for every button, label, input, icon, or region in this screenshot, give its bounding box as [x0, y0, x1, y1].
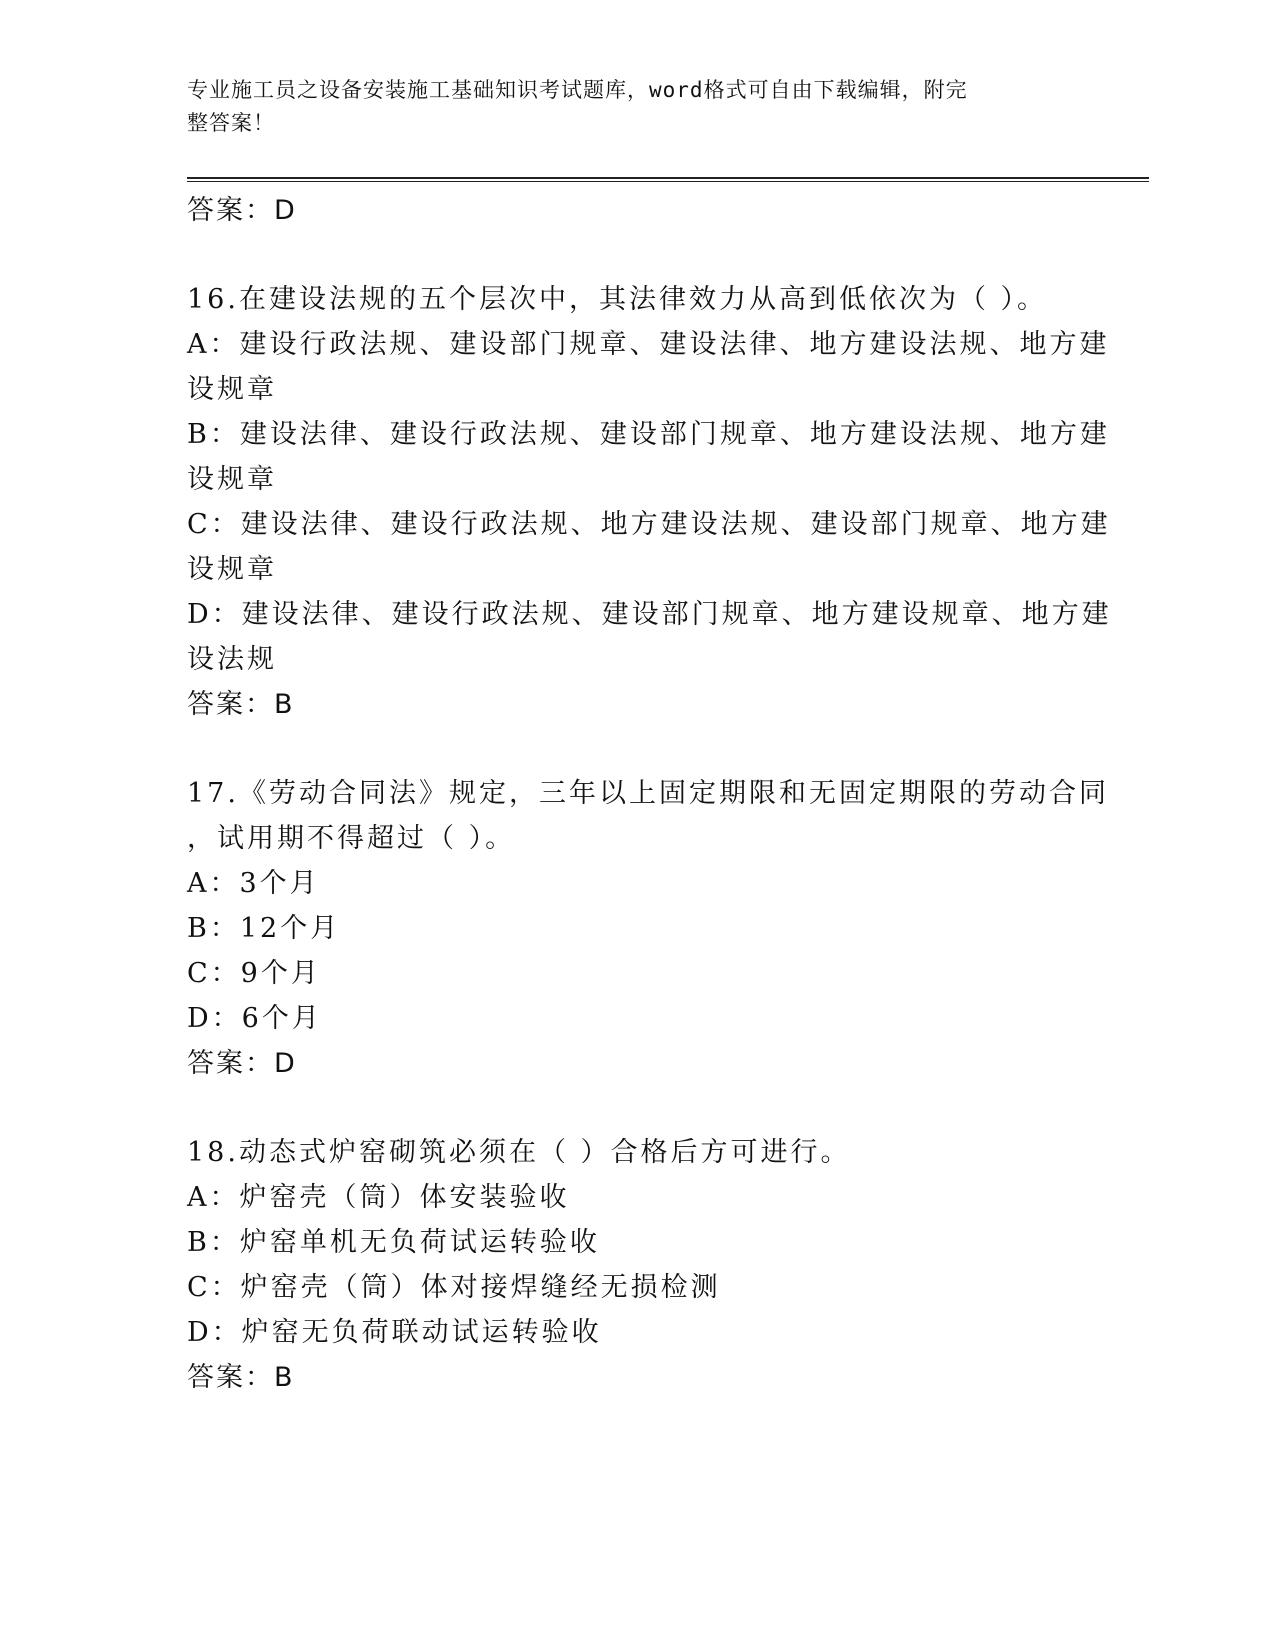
question-17-answer: 答案：D	[187, 1048, 297, 1079]
question-18-option-a: A：炉窑壳（筒）体安装验收	[187, 1182, 570, 1213]
spacer	[187, 1086, 1087, 1130]
document-header	[187, 74, 1067, 140]
question-18-option-c: C：炉窑壳（筒）体对接焊缝经无损检测	[187, 1272, 721, 1303]
question-17	[187, 771, 1109, 1086]
header-divider	[187, 177, 1149, 182]
question-16-option-c-cont: 设规章	[187, 554, 277, 585]
question-16-option-d: D：建设法律、建设行政法规、建设部门规章、地方建设规章、地方建	[187, 599, 1112, 630]
header-title-line-1: 专业施工员之设备安装施工基础知识考试题库，word格式可自由下载编辑，附完	[187, 78, 968, 102]
question-18-option-b: B：炉窑单机无负荷试运转验收	[187, 1227, 600, 1258]
question-17-option-d: D：6个月	[187, 1003, 322, 1034]
previous-answer: 答案：D	[187, 195, 297, 226]
question-18-option-d: D：炉窑无负荷联动试运转验收	[187, 1317, 602, 1348]
question-16-stem: 16.在建设法规的五个层次中，其法律效力从高到低依次为（ ）。	[187, 284, 1048, 315]
question-18-stem: 18.动态式炉窑砌筑必须在（ ）合格后方可进行。	[187, 1137, 851, 1168]
header-title-line-2: 整答案！	[187, 111, 275, 135]
question-16-option-a: A：建设行政法规、建设部门规章、建设法律、地方建设法规、地方建	[187, 329, 1110, 360]
question-17-option-a: A：3个月	[187, 868, 320, 899]
question-16-option-b: B：建设法律、建设行政法规、建设部门规章、地方建设法规、地方建	[187, 419, 1110, 450]
spacer	[187, 727, 1087, 771]
question-17-option-b: B：12个月	[187, 913, 341, 944]
question-17-stem-cont: ，试用期不得超过（ ）。	[187, 823, 516, 854]
question-list	[187, 188, 1112, 1400]
question-17-stem: 17.《劳动合同法》规定，三年以上固定期限和无固定期限的劳动合同	[187, 778, 1109, 809]
question-16-option-d-cont: 设法规	[187, 644, 277, 675]
question-16-answer: 答案：B	[187, 689, 295, 720]
question-18	[187, 1130, 1087, 1400]
question-18-answer: 答案：B	[187, 1362, 295, 1393]
question-16-option-b-cont: 设规章	[187, 464, 277, 495]
question-17-option-c: C：9个月	[187, 958, 321, 989]
question-16-option-c: C：建设法律、建设行政法规、地方建设法规、建设部门规章、地方建	[187, 509, 1111, 540]
question-16-option-a-cont: 设规章	[187, 374, 277, 405]
spacer	[187, 233, 1087, 277]
question-16	[187, 277, 1112, 727]
